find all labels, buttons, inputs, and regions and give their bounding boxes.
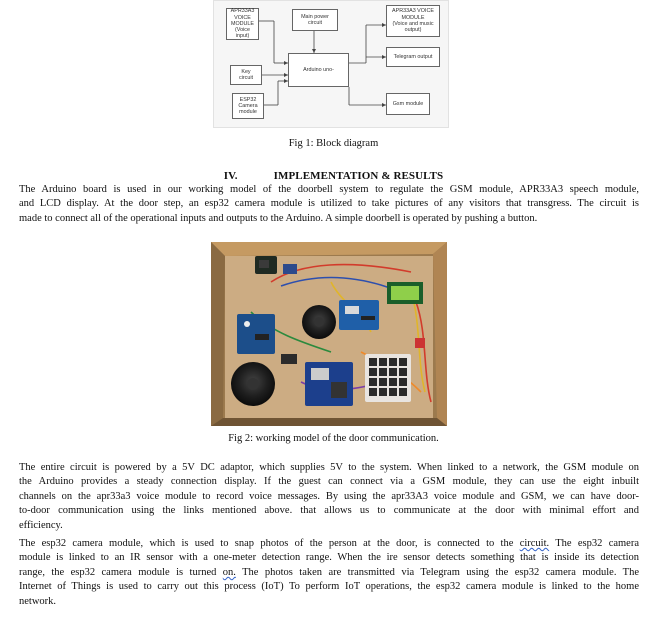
paragraph-1 xyxy=(19,183,639,226)
voice-output-block xyxy=(386,5,440,37)
figure-1-caption: Fig 1: Block diagram xyxy=(288,138,379,149)
block-label: VOICE xyxy=(234,14,251,21)
text-line: made to connect all of the operational inputs and outputs to the Arduino. A simple doorbell is operated by pushing a button. xyxy=(19,212,538,224)
section-title-text: IMPLEMENTATION & RESULTS xyxy=(273,170,444,182)
block-label: module xyxy=(239,109,257,116)
block-diagram-figure xyxy=(213,0,449,128)
text-line: efficiency. xyxy=(19,519,63,531)
section-heading xyxy=(0,170,667,182)
text-line: channels on the apr33a3 voice module to record voice messages. By using the apr33A3 voice module and GSM, we can have door- xyxy=(19,490,639,502)
block-label: MODULE xyxy=(230,20,255,27)
block-label: (Voice and music xyxy=(392,21,434,27)
telegram-output-block xyxy=(386,47,440,67)
block-label: APR33A3 xyxy=(230,8,255,15)
text-line: the Arduino provides a steady connection display. If the guest can connect via a GSM module, they can use the eight inbuilt xyxy=(19,476,639,488)
block-label: Key xyxy=(241,68,251,75)
text-segment: The photos taken are transmitted via Telegram using the esp32 camera module. The xyxy=(235,566,639,578)
block-label: Main power xyxy=(301,13,329,20)
arduino-block xyxy=(288,53,349,87)
block-label: (Voice input) xyxy=(235,27,250,40)
text-line: The Arduino board is used in our working model of the doorbell system to regulate the GSM module, APR33A3 speech module, xyxy=(19,184,639,195)
spellcheck-underlined-word: circuit. xyxy=(519,538,550,549)
paragraph-3 xyxy=(19,537,639,609)
block-label: output) xyxy=(404,27,422,34)
text-line: Internet of Things is used to carry out this process (IoT) To perform IoT operations, the esp32 camera module is linked to the home xyxy=(19,581,639,593)
working-model-illustration xyxy=(211,242,447,426)
esp32-camera-block xyxy=(232,93,264,119)
text-line: and LCD display. At the door step, an esp32 camera module is utilized to take pictures of any visitors that transgress. The circuit is xyxy=(19,198,639,210)
working-model-photo xyxy=(211,242,447,426)
paragraph-2 xyxy=(19,461,639,533)
text-line: The entire circuit is powered by a 5V DC adaptor, which supplies 5V to the system. When linked to a network, the GSM module on xyxy=(19,462,639,473)
block-label: APR33A3 VOICE xyxy=(392,8,434,15)
block-label: Camera xyxy=(238,102,258,109)
gsm-module-block xyxy=(386,93,430,115)
block-label: ESP32 xyxy=(239,96,257,103)
voice-input-block xyxy=(226,8,259,40)
text-line xyxy=(19,537,639,551)
text-line xyxy=(19,566,639,580)
block-label: circuit xyxy=(307,20,323,26)
block-label: Gsm module xyxy=(392,100,424,107)
spellcheck-underlined-word: on. xyxy=(222,566,236,578)
text-segment: The esp32 camera module, which is used to snap photos of the person at the door, is connected to the xyxy=(19,538,520,549)
block-label: Telegram output xyxy=(393,53,433,60)
text-line: network. xyxy=(19,595,57,607)
section-number: IV. xyxy=(223,170,238,182)
figure-2-caption: Fig 2: working model of the door communication. xyxy=(228,433,439,444)
text-segment: range, the esp32 camera module is turned xyxy=(19,566,223,578)
block-label: MODULE xyxy=(401,14,425,21)
block-label: circuit xyxy=(238,75,254,81)
text-line: module is linked to an IR sensor with a one-meter detection range. When the ire sensor detects something that is inside its detection xyxy=(19,552,639,564)
block-label: Arduino uno- xyxy=(303,66,334,73)
main-power-block xyxy=(292,9,338,31)
text-segment: The esp32 camera xyxy=(549,538,639,549)
text-line: to-door communication using the links mentioned above. that allows us to communicate at the door with minimal effort and xyxy=(19,505,639,517)
key-circuit-block xyxy=(230,65,262,85)
